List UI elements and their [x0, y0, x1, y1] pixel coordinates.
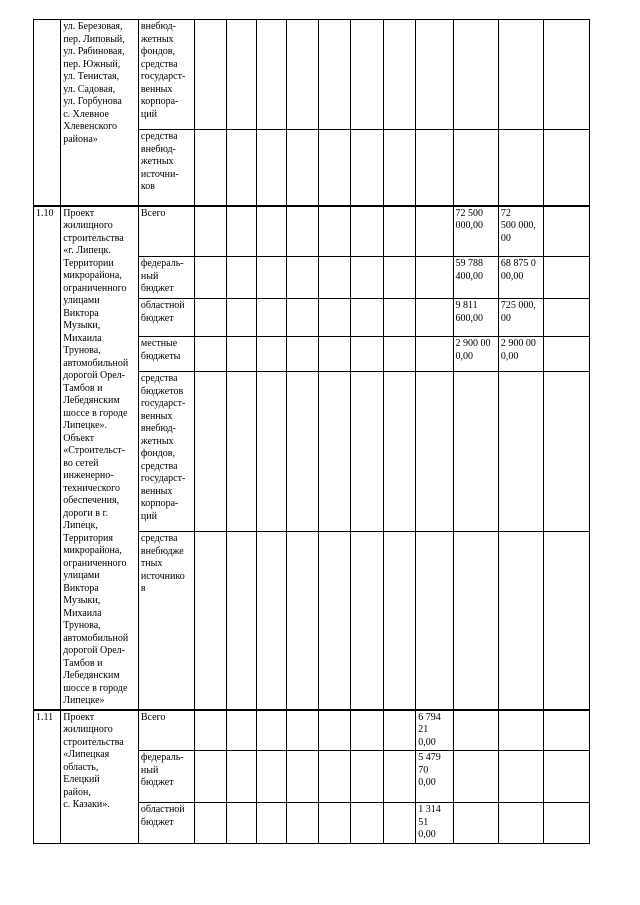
row-number: 1.11	[36, 711, 54, 723]
row-number: 1.10	[36, 207, 54, 219]
row-number-cell	[34, 20, 61, 206]
amount-col10: 72 500 000, 00	[500, 207, 536, 244]
source-label-cell	[138, 372, 194, 532]
source-label-cell	[138, 337, 194, 372]
amount-col8: 5 479 70 0,00	[418, 752, 441, 788]
table-row	[34, 206, 621, 257]
project-name-cell	[61, 206, 139, 710]
row-number-cell	[34, 710, 61, 844]
source-label: средства внебюдже тных источнико в	[140, 533, 185, 594]
source-label: внебюд- жетных фондов, средства государст- венных корпора- ций	[140, 21, 186, 120]
project-name: Проект жилищного строительства «Липецкая область, Елецкий район, с. Казаки».	[63, 711, 124, 810]
project-name-cell	[61, 710, 139, 844]
amount-col8: 1 314 51 0,00	[418, 804, 441, 840]
amount-col10: 68 875 0 00,00	[500, 258, 536, 282]
source-label-cell	[138, 299, 194, 337]
project-name-cell	[61, 20, 139, 206]
table-row	[34, 20, 621, 130]
amount-col8: 6 794 21 0,00	[418, 711, 441, 748]
table-row	[34, 710, 621, 751]
funding-table	[33, 19, 621, 844]
source-label: местные бюджеты	[140, 338, 181, 362]
source-label: федераль- ный бюджет	[140, 752, 184, 788]
source-label-cell	[138, 532, 194, 710]
source-label-cell	[138, 206, 194, 257]
amount-col9: 59 788 400,00	[455, 258, 483, 282]
source-label-cell	[138, 20, 194, 130]
source-label: Всего	[140, 711, 166, 723]
source-label: областной бюджет	[140, 804, 185, 828]
amount-col9: 9 811 600,00	[455, 300, 483, 324]
source-label-cell	[138, 257, 194, 299]
source-label: федераль- ный бюджет	[140, 258, 184, 294]
project-name: ул. Березовая, пер. Липовый, ул. Рябиновая, пер. Южный, ул. Тенистая, ул. Садовая, ул. Горбунова с. Хлевное Хлевенского района»	[63, 21, 125, 145]
amount-col10: 2 900 00 0,00	[500, 338, 536, 362]
amount-col9: 2 900 00 0,00	[455, 338, 491, 362]
source-label-cell	[138, 803, 194, 844]
source-label: средства внебюд- жетных источни- ков	[140, 131, 179, 192]
project-name: Проект жилищного строительства «г. Липецк. Территории микрорайона, ограниченного улицами Виктора Музыки, Михаила Трунова, автомобильной дорогой Орел- Тамбов и Лебедянским шоссе в городе Липецке». Объект «Строительст- во сетей инженерно- технического обеспечения, дороги в г. Липецк, Территория микрорайона, ограниченного улицами Виктора Музыки, Михаила Трунова, автомобильной дорогой Орел- Тамбов и Лебедянским шоссе в городе Липецке»	[63, 207, 129, 706]
amount-col10: 725 000, 00	[500, 300, 536, 324]
source-label-cell	[138, 130, 194, 206]
source-label: средства бюджетов государст- венных внебюд- жетных фондов, средства государст- венных корпора- ций	[140, 373, 186, 522]
row-number-cell	[34, 206, 61, 710]
amount-col9: 72 500 000,00	[455, 207, 483, 231]
source-label-cell	[138, 751, 194, 803]
source-label: областной бюджет	[140, 300, 185, 324]
source-label: Всего	[140, 207, 166, 219]
source-label-cell	[138, 710, 194, 751]
